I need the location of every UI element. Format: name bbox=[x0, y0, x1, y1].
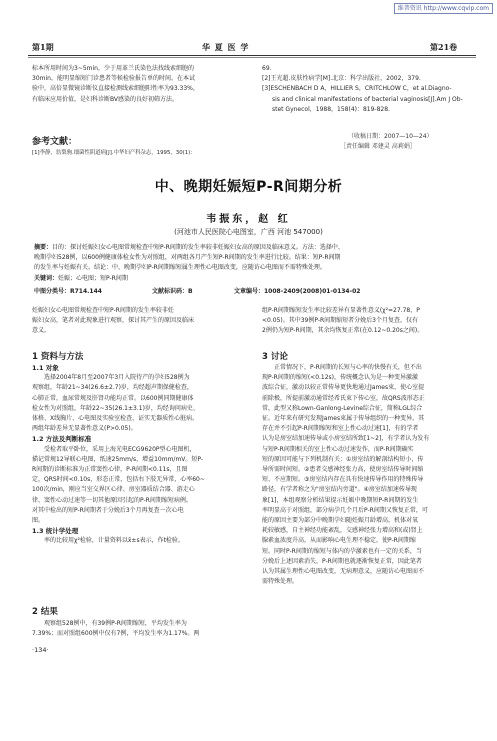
section-heading: 1 资料与方法 bbox=[32, 352, 84, 362]
text-line: 与短P-R间期相关的室上性心动过速发作，而P-R间期确实 bbox=[262, 445, 414, 453]
text-line: 导所需时间短。②患者交感神经张力高，使房室结传导时间缩 bbox=[262, 466, 424, 474]
text-line: 正常情况下，P-R间期的长短与心率的快慢有关，但不出 bbox=[274, 364, 422, 371]
text-line: 意义。 bbox=[32, 327, 51, 335]
references-heading: 参考文献： bbox=[32, 137, 78, 147]
subsection-heading: 1.3 统计学处理 bbox=[32, 527, 79, 536]
abstract-text: 的发生率与妊娠有关。结论：中、晚期孕妇P-R间期缩短属生理性心电图改变，应随访心电图而不需特殊处理。 bbox=[34, 264, 326, 272]
reference-item: sis and clinical manifestations of bacterial vaginosis[J].Am J Ob- bbox=[272, 95, 463, 103]
abstract-text: 晚期孕妇528例，以600例健康体检女性为对照组，对两组各月产生短P-R间期的发生率进行比较。结果：短P-R间期 bbox=[34, 254, 341, 262]
article-authors: 韦振东，赵 红 bbox=[206, 214, 291, 225]
text-line: 娠妇女高，笔者对此现象进行观察，探讨其产生的原因及临床 bbox=[32, 317, 195, 325]
keywords-label: 关键词： bbox=[34, 274, 59, 282]
text-line: 率的比较用χ²检验，计量资料以x̄±s表示，作t检验。 bbox=[44, 537, 184, 545]
reference-item: [1]李静，翁梨驹.细菌性阴道病[J].中华妇产科杂志，1995，30(1)： bbox=[32, 150, 196, 156]
prev-article-text bbox=[32, 64, 244, 105]
text-line: 观察组528例中，有39例P-R间期缩短，平均发生率为 bbox=[44, 620, 187, 627]
text-line: 图。 bbox=[32, 517, 45, 525]
document-code: 文献标识码：B bbox=[152, 288, 193, 295]
text-line: 选择2004年8月至2007年3月入院待产的孕妇528例为 bbox=[44, 374, 190, 382]
article-affiliation: (河池市人民医院心电图室，广西 河池 547000) bbox=[174, 228, 323, 236]
watermark-stamp: 维普资讯 http://www.cqvip.com bbox=[394, 3, 493, 14]
text-line: 常，此型又称Lown-Ganlong-Levine综合征，简称LGL综合 bbox=[262, 404, 423, 412]
text-line: 2例仍为短P-R间期，其余均恢复正常(在0.12~0.20s之间)。 bbox=[262, 327, 424, 335]
text-line: 律、窦性心动过速等一切其他原因引起的P-R间期缩短病例。 bbox=[32, 496, 192, 504]
section-2 bbox=[32, 619, 244, 639]
text-line: 认为是房室结加速传导或小房室结所致[1~2]，有学者认为发有 bbox=[262, 435, 430, 443]
intro-left bbox=[32, 306, 244, 337]
text-line: 对其中检出的短P-R间期者于分娩后3个月再复查一次心电 bbox=[32, 506, 184, 514]
text-line: <0.05)。其中39例P-R间期缩短者分娩后3个月复查，仅有 bbox=[262, 317, 419, 325]
text-line: 标本所用时间为3~5min，少于用革兰氏染色法找线索细胞的 bbox=[32, 65, 194, 72]
subsection-heading: 1.1 对象 bbox=[32, 364, 59, 372]
header-rule bbox=[28, 55, 476, 56]
page-number: ·134· bbox=[32, 646, 49, 654]
text-line: R间期的诊断标准为正常窦性心律，P-R间期<0.11s，且图 bbox=[32, 466, 188, 474]
keywords: 妊娠；心电图；短P-R间期 bbox=[58, 274, 128, 282]
text-line: 描记常规12导联心电图，纸速25mm/s，增益10mm/mV。短P- bbox=[32, 455, 204, 463]
article-id: 文章编号：1008-2409(2008)01-0134-02 bbox=[234, 288, 361, 295]
text-line: 验中，高倍显微镜诊断仪直接检测线索细胞阳性率为93.33%， bbox=[32, 85, 199, 93]
text-line: 腺素血浓度升高，从而影响心电生理不稳定，使P-R间期缩 bbox=[262, 537, 416, 545]
reference-item: stet Gynecol，1988，158(4)：819-828. bbox=[272, 105, 390, 113]
text-line: 路径，有学者称之为"房室结内旁道"。④房室结加速传导现 bbox=[262, 486, 417, 494]
text-line: 有临床应用价值，是妇科诊断BV感染的良好初筛方法。 bbox=[32, 95, 179, 103]
reference-item: [2]王光超.皮肤性病学[M].北京：科学出版社，2002，379. bbox=[262, 75, 421, 83]
text-line: 定，QRS时间<0.10s，形态正常，包括右下肢无异常，心率60~ bbox=[32, 476, 205, 484]
text-line: 妊娠妇女心电图常规检查中短P-R间期的发生率较非妊 bbox=[32, 307, 174, 314]
header-issue: 第1期 bbox=[32, 42, 54, 52]
section-1-1 bbox=[32, 363, 244, 547]
text-line: 需特殊处理。 bbox=[262, 578, 299, 586]
subsection-heading: 1.2 方法及判断标准 bbox=[32, 435, 92, 444]
article-title: 中、晚期妊娠短P-R间期分析 bbox=[154, 179, 343, 195]
text-line: 观察组，年龄21~34(26.6±2.7)岁，均经超声期保健检查， bbox=[32, 384, 193, 392]
text-line: 现P-R间期的缩短(<0.12s)，传统概念认为是一种变异激激 bbox=[262, 374, 419, 382]
text-line: 短。同时P-R间期的缩短与体内的孕激素也有一定的关系，当 bbox=[262, 547, 422, 555]
intro-right bbox=[262, 306, 476, 337]
abstract bbox=[34, 243, 474, 284]
section-3 bbox=[262, 363, 476, 587]
text-line: 7.39%；而对照组600例中仅有7例，平均发生率为1.17%。两 bbox=[32, 630, 200, 638]
clc-number: 中图分类号：R714.144 bbox=[34, 288, 102, 295]
responsible-editor: ［责任编辑 邓建灵 高莉娟］ bbox=[340, 143, 416, 150]
section-heading: 2 结果 bbox=[32, 607, 58, 617]
header-volume: 第21卷 bbox=[430, 42, 458, 52]
text-line: 体格、X线胸片、心电图及实验室检查，证实无器质性心脏病。 bbox=[32, 415, 199, 423]
text-line: 存在并不引起P-R间期缩短和室上性心动过速[1]，有的学者 bbox=[262, 425, 419, 433]
text-line: 100次/min，刚应当室交界区心律、房室器质结合器、游走心 bbox=[32, 486, 195, 494]
text-line: 检女性为对照组，年龄22~35(26.1±3.1)岁，均经询问病史、 bbox=[32, 404, 199, 412]
text-line: 受检者取平卧位，采用上海光电ECG9620P型心电图机， bbox=[44, 445, 196, 453]
reference-item: 69. bbox=[262, 65, 272, 72]
text-line: 前除极，所提前激动通常经希氏束下传心室，故QRS波形态正 bbox=[262, 394, 425, 402]
text-line: 象[1]，本组观察分析结果提示妊娠中晚期短P-R间期的发生 bbox=[262, 496, 419, 504]
abstract-label: 摘要： bbox=[34, 244, 53, 251]
text-line: 两组年龄差异无显著性意义(P>0.05)。 bbox=[32, 425, 137, 433]
text-line: 30min，能明显缩短门诊患者等候检验报告单的时间。在本试 bbox=[32, 75, 195, 83]
text-line: 征。近年来有研究发现James束属于传导组织的一种变异，其 bbox=[262, 415, 425, 423]
text-line: 能的原因主要为部分中晚期孕妇随妊娠月龄增高，机体对氧 bbox=[262, 517, 419, 525]
text-line: 率明显高于对照组，部分病孕几个月后P-R间期又恢复正常，可 bbox=[262, 506, 428, 514]
header-journal: 华 夏 医 学 bbox=[202, 42, 250, 52]
text-line: 心肺正常，血尿常规及肝肾功能均正常。以600例同期健康体 bbox=[32, 394, 194, 402]
text-line: 分娩后上述因素消失，P-R间期也就逐渐恢复正常，因此笔者 bbox=[262, 557, 422, 565]
text-line: 短、不应期短。③房室结内存在具有快速传导作用的特殊传导 bbox=[262, 476, 424, 484]
section-heading: 3 讨论 bbox=[262, 352, 288, 362]
reference-item: [3]ESCHENBACH D A，HILLIER S，CRITCHLOW C，et al.Diagno- bbox=[262, 85, 452, 93]
header-rule-thin bbox=[28, 57, 476, 58]
text-line: 短的原因可能与下列机制有关：①房室结的解剖结构短小，传 bbox=[262, 455, 424, 463]
received-date: （收稿日期：2007—10—24） bbox=[348, 133, 433, 140]
text-line: 波综合征，激动以较正常传导更快地通过James束，使心室提 bbox=[262, 384, 425, 392]
text-line: 耗较敏感，自主神经功能紊乱，交感神经张力增高和(或)肾上 bbox=[262, 527, 423, 535]
abstract-text: 目的：探讨妊娠妇女心电图常规检查中短P-R间期的发生率较非妊娠妇女高的原因及临床意义。方法：选择中、 bbox=[52, 244, 344, 251]
text-line: 组P-R间期缩短发生率比较差异有显著性意义(χ²=27.78，P bbox=[262, 307, 420, 314]
references-list-right bbox=[262, 64, 476, 115]
text-line: 认为其属生理性心电图改变，无病理意义，应随访心电图而不 bbox=[262, 568, 425, 576]
